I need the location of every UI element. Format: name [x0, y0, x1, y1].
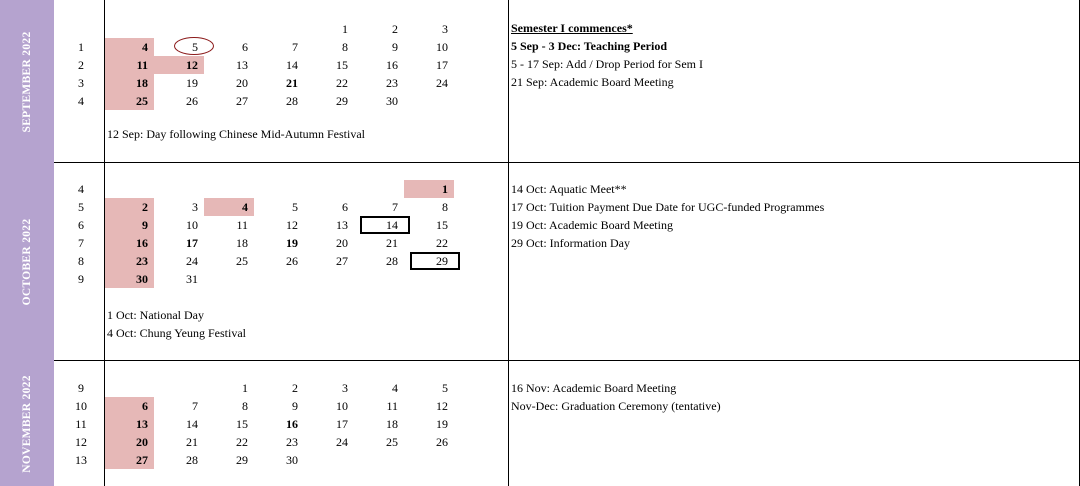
week-number: 8: [78, 254, 84, 268]
calendar-day: 25: [236, 254, 248, 268]
event-entry: 21 Sep: Academic Board Meeting: [511, 75, 674, 89]
column-divider: [508, 0, 509, 486]
calendar-day: 12: [286, 218, 298, 232]
month-label: NOVEMBER 2022: [21, 374, 33, 473]
calendar-day: 22: [336, 76, 348, 90]
calendar-day: 1: [404, 180, 454, 198]
calendar-day: 8: [442, 200, 448, 214]
calendar-day: 1: [242, 381, 248, 395]
month-label: OCTOBER 2022: [21, 218, 33, 306]
calendar-day: 17: [336, 417, 348, 431]
calendar-day: 17: [436, 58, 448, 72]
calendar-day: 22: [436, 236, 448, 250]
week-number: 7: [78, 236, 84, 250]
boxed-date-marker: [360, 216, 410, 234]
calendar-day: 10: [336, 399, 348, 413]
calendar-day: 27: [104, 451, 154, 469]
column-divider: [104, 0, 105, 486]
event-entry: Nov-Dec: Graduation Ceremony (tentative): [511, 399, 721, 413]
calendar-day: 31: [186, 272, 198, 286]
week-number: 12: [75, 435, 87, 449]
calendar-day: 18: [386, 417, 398, 431]
event-entry: 14 Oct: Aquatic Meet**: [511, 182, 627, 196]
calendar-day: 5: [292, 200, 298, 214]
calendar-day: 13: [104, 415, 154, 433]
calendar-day: 9: [392, 40, 398, 54]
calendar-day: 13: [236, 58, 248, 72]
week-number: 13: [75, 453, 87, 467]
event-entry: 5 - 17 Sep: Add / Drop Period for Sem I: [511, 57, 703, 71]
calendar-day: 7: [392, 200, 398, 214]
calendar-day: 7: [192, 399, 198, 413]
calendar-day: 26: [286, 254, 298, 268]
calendar-day: 9: [104, 216, 154, 234]
calendar-day: 20: [236, 76, 248, 90]
calendar-day: 7: [292, 40, 298, 54]
calendar-day: 26: [436, 435, 448, 449]
week-number: 6: [78, 218, 84, 232]
calendar-day: 24: [436, 76, 448, 90]
section-divider: [54, 162, 1080, 163]
calendar-day: 21: [286, 76, 298, 90]
week-number: 11: [75, 417, 87, 431]
calendar-day: 2: [104, 198, 154, 216]
calendar-day: 4: [104, 38, 154, 56]
calendar-day: 22: [236, 435, 248, 449]
calendar-day: 30: [286, 453, 298, 467]
calendar-day: 26: [186, 94, 198, 108]
calendar-day: 23: [386, 76, 398, 90]
calendar-day: 16: [104, 234, 154, 252]
event-entry: 5 Sep - 3 Dec: Teaching Period: [511, 39, 667, 53]
month-label-bar: [0, 163, 54, 361]
calendar-day: 6: [104, 397, 154, 415]
week-number: 2: [78, 58, 84, 72]
calendar-day: 25: [104, 92, 154, 110]
holiday-note: 12 Sep: Day following Chinese Mid-Autumn Festival: [107, 127, 365, 141]
calendar-day: 6: [342, 200, 348, 214]
calendar-day: 30: [104, 270, 154, 288]
calendar-day: 15: [336, 58, 348, 72]
holiday-note: 1 Oct: National Day: [107, 308, 204, 322]
calendar-day: 14: [386, 218, 398, 232]
calendar-day: 6: [242, 40, 248, 54]
calendar-day: 9: [292, 399, 298, 413]
calendar-day: 27: [236, 94, 248, 108]
calendar-day: 29: [236, 453, 248, 467]
event-entry: 19 Oct: Academic Board Meeting: [511, 218, 673, 232]
calendar-day: 5: [192, 40, 198, 54]
calendar-day: 19: [436, 417, 448, 431]
calendar-day: 29: [336, 94, 348, 108]
month-label-bar: [0, 361, 54, 486]
calendar-day: 23: [104, 252, 154, 270]
calendar-day: 20: [104, 433, 154, 451]
calendar-day: 11: [104, 56, 154, 74]
week-number: 1: [78, 40, 84, 54]
calendar-day: 19: [286, 236, 298, 250]
event-entry: 17 Oct: Tuition Payment Due Date for UGC-funded Programmes: [511, 200, 825, 214]
calendar-day: 15: [436, 218, 448, 232]
calendar-day: 19: [186, 76, 198, 90]
section-divider: [54, 360, 1080, 361]
calendar-day: 18: [236, 236, 248, 250]
calendar-day: 30: [386, 94, 398, 108]
week-number: 10: [75, 399, 87, 413]
month-label-bar: [0, 0, 54, 163]
week-number: 5: [78, 200, 84, 214]
boxed-date-marker: [410, 252, 460, 270]
event-entry: 16 Nov: Academic Board Meeting: [511, 381, 677, 395]
calendar-day: 2: [292, 381, 298, 395]
calendar-day: 8: [242, 399, 248, 413]
week-number: 3: [78, 76, 84, 90]
event-entry: Semester I commences*: [511, 21, 633, 35]
week-number: 9: [78, 381, 84, 395]
event-entry: 29 Oct: Information Day: [511, 236, 630, 250]
calendar-day: 20: [336, 236, 348, 250]
calendar-day: 14: [286, 58, 298, 72]
calendar-day: 12: [436, 399, 448, 413]
calendar-day: 27: [336, 254, 348, 268]
calendar-day: 23: [286, 435, 298, 449]
calendar-day: 5: [442, 381, 448, 395]
calendar-day: 13: [336, 218, 348, 232]
calendar-day: 10: [436, 40, 448, 54]
calendar-day: 24: [336, 435, 348, 449]
calendar-day: 21: [186, 435, 198, 449]
calendar-day: 28: [286, 94, 298, 108]
calendar-day: 21: [386, 236, 398, 250]
calendar-day: 25: [386, 435, 398, 449]
calendar-day: 4: [392, 381, 398, 395]
calendar-day: 8: [342, 40, 348, 54]
week-number: [54, 20, 108, 38]
calendar-day: 10: [186, 218, 198, 232]
calendar-day: 1: [342, 22, 348, 36]
calendar-day: 15: [236, 417, 248, 431]
calendar-day: 4: [204, 198, 254, 216]
calendar-day: 11: [236, 218, 248, 232]
calendar-day: 3: [442, 22, 448, 36]
calendar-day: 3: [342, 381, 348, 395]
calendar-day: 11: [386, 399, 398, 413]
calendar-day: 16: [386, 58, 398, 72]
calendar-day: 12: [154, 56, 204, 74]
calendar-day: 29: [436, 254, 448, 268]
calendar-day: 17: [186, 236, 198, 250]
calendar-day: 28: [386, 254, 398, 268]
week-number: 4: [78, 182, 84, 196]
calendar-day: 2: [392, 22, 398, 36]
holiday-note: 4 Oct: Chung Yeung Festival: [107, 326, 247, 340]
month-label: SEPTEMBER 2022: [21, 30, 33, 133]
week-number: 4: [78, 94, 84, 108]
calendar-day: 16: [286, 417, 298, 431]
calendar-day: 18: [104, 74, 154, 92]
calendar-day: 28: [186, 453, 198, 467]
calendar-day: 14: [186, 417, 198, 431]
week-number: 9: [78, 272, 84, 286]
calendar-day: 24: [186, 254, 198, 268]
calendar-day: 3: [192, 200, 198, 214]
